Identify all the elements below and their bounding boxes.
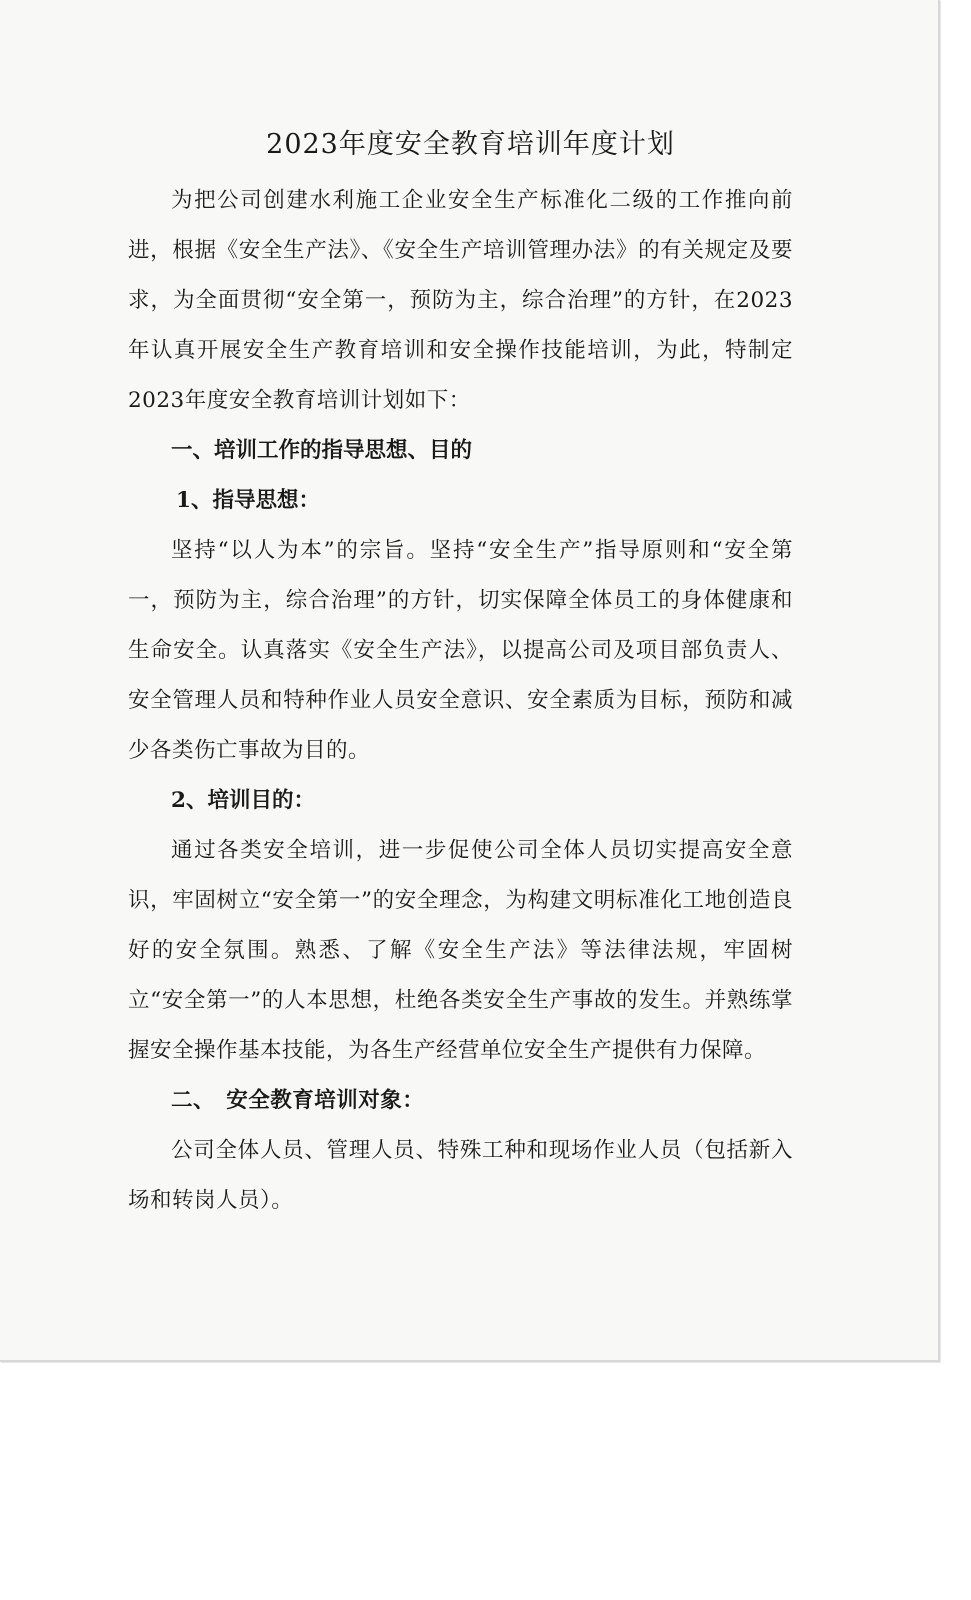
section-2-body: 公司全体人员、管理人员、特殊工种和现场作业人员（包括新入场和转岗人员）。: [128, 1138, 793, 1213]
subsection-1-heading: 1、指导思想：: [176, 488, 320, 513]
intro-paragraph: 为把公司创建水利施工企业安全生产标准化二级的工作推向前进，根据《安全生产法》、《安全生产培训管理办法》的有关规定及要求，为全面贯彻“安全第一，预防为主，综合治理”的方针，在2023年认真开展安全生产教育培训和安全操作技能培训，为此，特制定2023年度安全教育培训计划如下：: [128, 188, 793, 413]
subsection-1-body: 坚持“以人为本”的宗旨。坚持“安全生产”指导原则和“安全第一，预防为主，综合治理”的方针，切实保障全体员工的身体健康和生命安全。认真落实《安全生产法》，以提高公司及项目部负责人、安全管理人员和特种作业人员安全意识、安全素质为目标，预防和减少各类伤亡事故为目的。: [128, 538, 793, 763]
section-1-heading: 一、培训工作的指导思想、目的: [171, 438, 473, 463]
document-title: 2023年度安全教育培训年度计划: [266, 129, 675, 160]
subsection-2-body: 通过各类安全培训，进一步促使公司全体人员切实提高安全意识，牢固树立“安全第一”的安全理念，为构建文明标准化工地创造良好的安全氛围。熟悉、了解《安全生产法》等法律法规，牢固树立“安全第一”的人本思想，杜绝各类安全生产事故的发生。并熟练掌握安全操作基本技能，为各生产经营单位安全生产提供有力保障。: [128, 838, 793, 1063]
subsection-2-heading: 2、培训目的：: [171, 788, 315, 813]
section-2-heading: 二、 安全教育培训对象：: [171, 1088, 425, 1113]
document-body: [128, 128, 793, 1226]
